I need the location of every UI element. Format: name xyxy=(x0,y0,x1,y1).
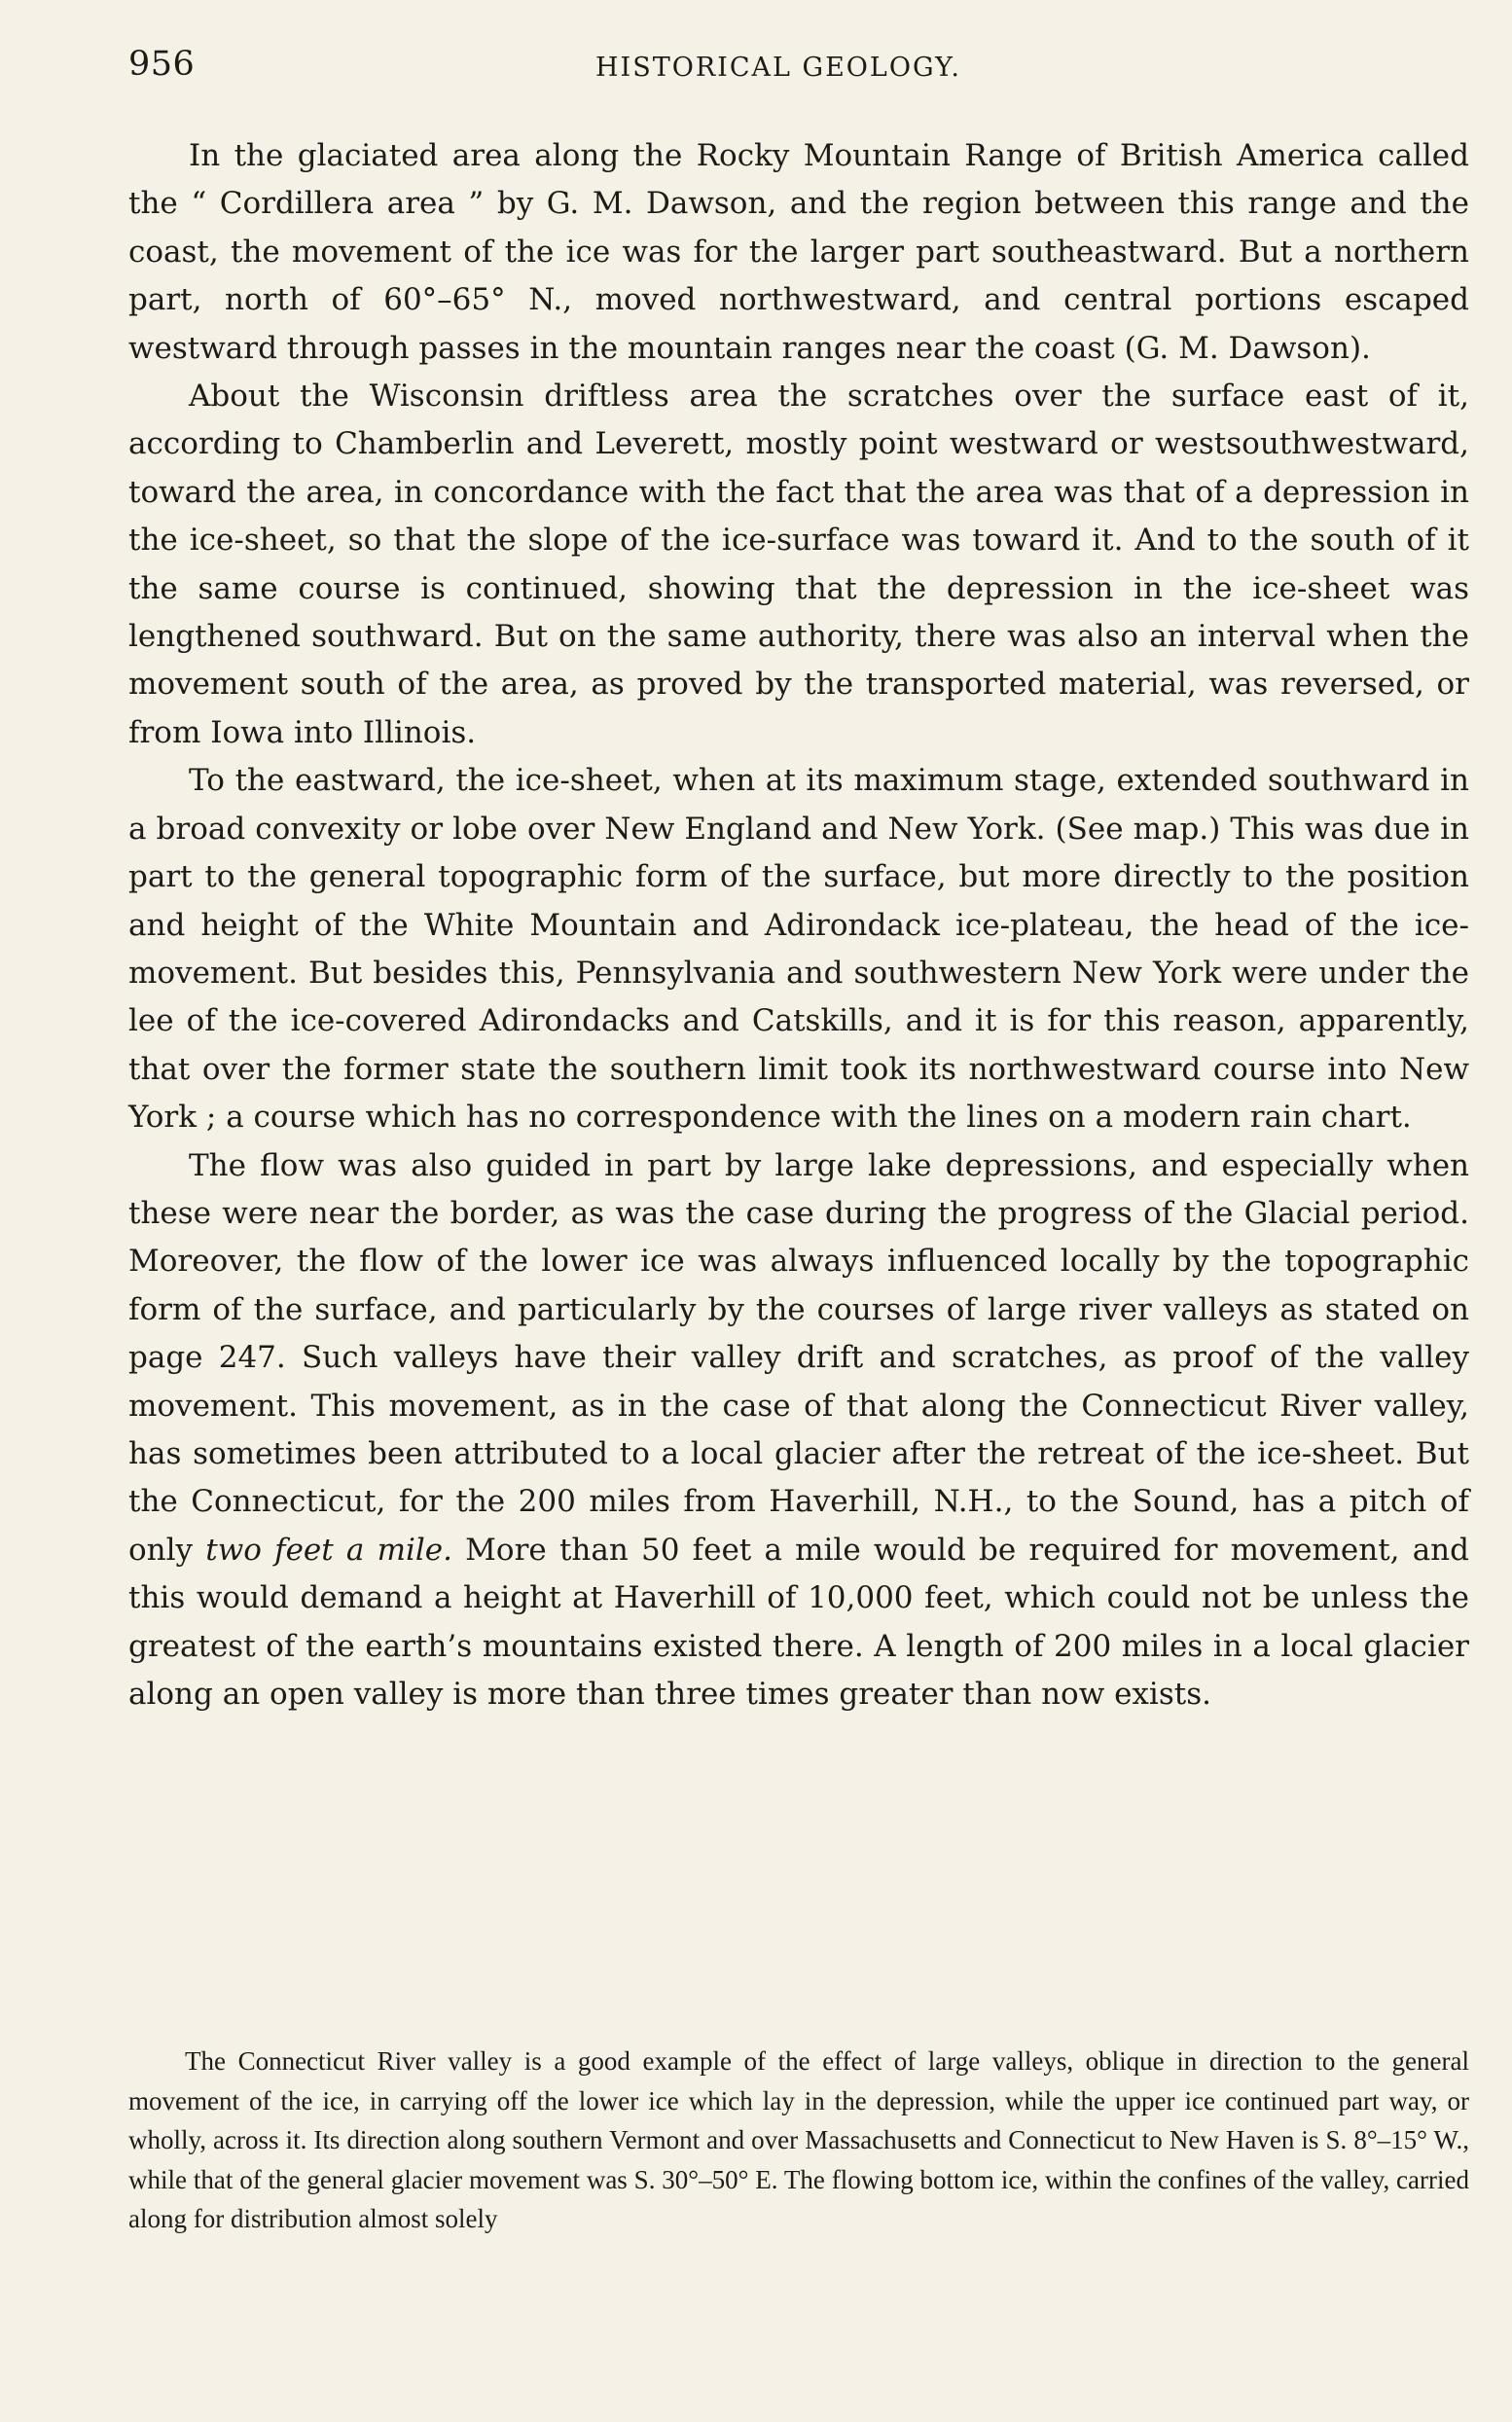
paragraph-cordillera: In the glaciated area along the Rocky Mountain Range of British America called the “ Cordillera area ” by G. M. Dawson, and the region between this range and the coast, the movement of the ice was for the larger part southeastward. But a northern part, north of 60°–65° N., moved northwestward, and central portions escaped westward through passes in the mountain ranges near the coast (G. M. Dawson). xyxy=(128,138,1469,366)
running-title: HISTORICAL GEOLOGY. xyxy=(595,53,962,83)
paragraph-driftless-area: About the Wisconsin driftless area the scratches over the surface east of it, according to Chamberlin and Leverett, mostly point westward or westsouthwestward, toward the area, in concordance with the fact that the area was that of a depression in the ice-sheet, so that the slope of the ice-surface was toward it. And to the south of it the same course is continued, showing that the depression in the ice-sheet was lengthened southward. But on the same authority, there was also an interval when the movement south of the area, as proved by the transported material, was reversed, or from Iowa into Illinois. xyxy=(128,379,1469,750)
paragraph-lake-depressions xyxy=(128,1142,1469,1719)
page-number: 956 xyxy=(128,45,196,84)
paragraph-eastward-lobe: To the eastward, the ice-sheet, when at its maximum stage, extended southward in a broad convexity or lobe over New England and New York. (See map.) This was due in part to the general topographic form of the surface, but more directly to the position and height of the White Mountain and Adirondack ice-plateau, the head of the ice-movement. But besides this, Pennsylvania and southwestern New York were under the lee of the ice-covered Adirondacks and Catskills, and it is for this reason, apparently, that over the former state the southern limit took its northwestward course into New York ; a course which has no correspondence with the lines on a modern rain chart. xyxy=(128,763,1469,1136)
paragraph-text-part: More than 50 feet a mile would be required for movement, and this would demand a height at Haverhill of 10,000 feet, which could not be unless the greatest of the earth’s mountains existed there. A length of 200 miles in a local glacier along an open valley is more than three times greater than now exists. xyxy=(128,1532,1469,1712)
body-text xyxy=(128,132,1469,1718)
paragraph-text-part: The flow was also guided in part by large lake depressions, and especially when these were near the border, as was the case during the progress of the Glacial period. Moreover, the flow of the lower ice was always influenced locally by the topographic form of the surface, and particularly by the courses of large river valleys as stated on page 247. Such valleys have their valley drift and scratches, as proof of the valley movement. This movement, as in the case of that along the Connecticut River valley, has sometimes been attributed to a local glacier after the retreat of the ice-sheet. But the Connecticut, for the 200 miles from Haverhill, N.H., to the Sound, has a pitch of only xyxy=(128,1147,1469,1568)
italic-phrase: two feet a mile. xyxy=(205,1532,452,1568)
footnote: The Connecticut River valley is a good example of the effect of large valleys, oblique in direction to the general movement of the ice, in carrying off the lower ice which lay in the depression, while the upper ice continued part way, or wholly, across it. Its direction along southern Vermont and over Massachusetts and Connecticut to New Haven is S. 8°–15° W., while that of the general glacier movement was S. 30°–50° E. The flowing bottom ice, within the confines of the valley, carried along for distribution almost solely xyxy=(128,2046,1469,2233)
running-head xyxy=(128,39,1481,97)
